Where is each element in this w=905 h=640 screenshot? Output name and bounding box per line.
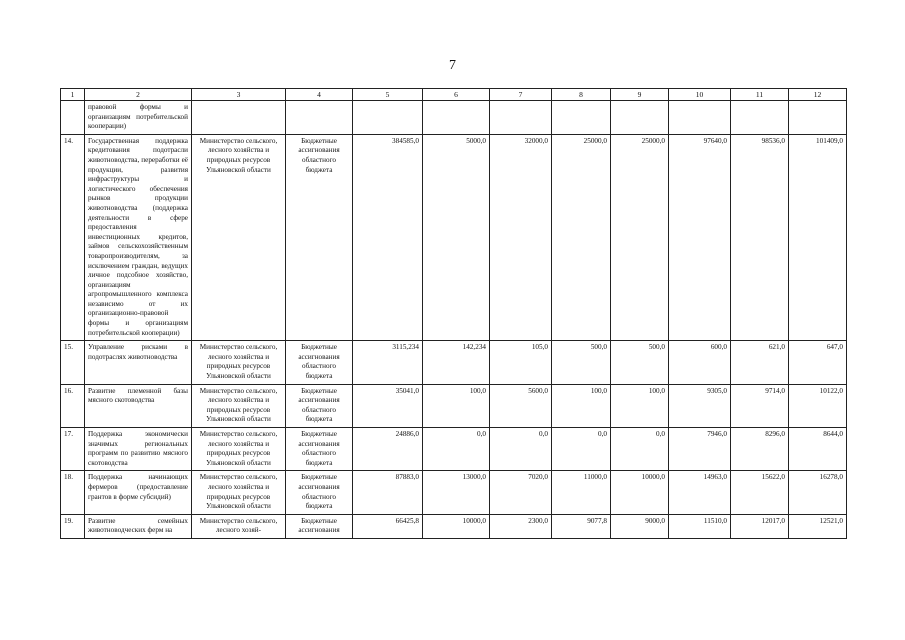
column-number: 1 (61, 89, 85, 101)
table-row (61, 384, 847, 427)
column-number: 12 (789, 89, 847, 101)
funding-source: Бюджетные ассигнования областного бюджета (286, 384, 353, 427)
value-cell: 10000,0 (611, 471, 669, 514)
value-cell: 100,0 (552, 384, 611, 427)
value-cell: 13000,0 (423, 471, 490, 514)
value-total: 87883,0 (353, 471, 423, 514)
value-total: 384585,0 (353, 134, 423, 340)
value-cell: 9305,0 (669, 384, 731, 427)
row-index: 17. (61, 428, 85, 471)
column-number: 2 (85, 89, 192, 101)
column-number: 5 (353, 89, 423, 101)
value-cell: 9000,0 (611, 514, 669, 538)
value-cell: 105,0 (490, 341, 552, 384)
value-cell: 97640,0 (669, 134, 731, 340)
funding-source: Бюджетные ассигнования областного бюджета (286, 341, 353, 384)
measure-name: Развитие племенной базы мясного скотоводства (85, 384, 192, 427)
funding-source: Бюджетные ассигнования областного бюджета (286, 428, 353, 471)
value-cell: 500,0 (552, 341, 611, 384)
table-row (61, 101, 847, 135)
column-number: 9 (611, 89, 669, 101)
column-number: 3 (192, 89, 286, 101)
value-cell: 0,0 (611, 428, 669, 471)
value-cell: 2300,0 (490, 514, 552, 538)
value-cell: 500,0 (611, 341, 669, 384)
value-cell: 5000,0 (423, 134, 490, 340)
value-cell: 7946,0 (669, 428, 731, 471)
responsible-ministry: Министерство сельского, лесного хозяйства и природных ресурсов Ульяновской области (192, 471, 286, 514)
program-table (60, 88, 847, 539)
value-cell (423, 101, 490, 135)
value-cell: 0,0 (490, 428, 552, 471)
value-cell: 101409,0 (789, 134, 847, 340)
value-total: 24886,0 (353, 428, 423, 471)
row-index: 16. (61, 384, 85, 427)
column-number: 7 (490, 89, 552, 101)
row-index: 18. (61, 471, 85, 514)
funding-source (286, 101, 353, 135)
funding-source: Бюджетные ассигнования областного бюджета (286, 134, 353, 340)
measure-name: Управление рисками в подотраслях животноводства (85, 341, 192, 384)
value-cell: 12017,0 (731, 514, 789, 538)
row-index: 14. (61, 134, 85, 340)
value-cell: 647,0 (789, 341, 847, 384)
value-cell (669, 101, 731, 135)
row-index: 15. (61, 341, 85, 384)
table-row (61, 471, 847, 514)
value-cell: 16278,0 (789, 471, 847, 514)
responsible-ministry: Министерство сельского, лесного хозяйства и природных ресурсов Ульяновской области (192, 134, 286, 340)
value-total: 35041,0 (353, 384, 423, 427)
value-cell: 5600,0 (490, 384, 552, 427)
measure-name: правовой формы и организациям потребительской кооперации) (85, 101, 192, 135)
measure-name: Поддержка экономически значимых региональных программ по развитию мясного скотоводства (85, 428, 192, 471)
value-cell: 8644,0 (789, 428, 847, 471)
responsible-ministry: Министерство сельского, лесного хозяйства и природных ресурсов Ульяновской области (192, 341, 286, 384)
table-row (61, 134, 847, 340)
column-number: 10 (669, 89, 731, 101)
value-cell: 10122,0 (789, 384, 847, 427)
value-cell (611, 101, 669, 135)
value-cell: 142,234 (423, 341, 490, 384)
value-cell: 25000,0 (552, 134, 611, 340)
column-number: 8 (552, 89, 611, 101)
value-total: 3115,234 (353, 341, 423, 384)
value-cell: 11000,0 (552, 471, 611, 514)
column-number: 4 (286, 89, 353, 101)
value-cell: 10000,0 (423, 514, 490, 538)
value-cell: 14963,0 (669, 471, 731, 514)
value-cell: 8296,0 (731, 428, 789, 471)
value-cell: 15622,0 (731, 471, 789, 514)
value-cell: 621,0 (731, 341, 789, 384)
table-row (61, 514, 847, 538)
page-number: 7 (449, 58, 456, 73)
responsible-ministry: Министерство сельского, лесного хозяйства и природных ресурсов Ульяновской области (192, 384, 286, 427)
column-number: 11 (731, 89, 789, 101)
value-cell: 32000,0 (490, 134, 552, 340)
responsible-ministry (192, 101, 286, 135)
value-cell: 12521,0 (789, 514, 847, 538)
value-cell: 9077,8 (552, 514, 611, 538)
funding-source: Бюджетные ассигнования областного бюджета (286, 471, 353, 514)
value-total: 66425,8 (353, 514, 423, 538)
value-cell: 0,0 (423, 428, 490, 471)
table-row (61, 341, 847, 384)
funding-source: Бюджетные ассигнования (286, 514, 353, 538)
measure-name: Государственная поддержка кредитования подотрасли животноводства, переработки её продукции, развития инфраструктуры и логистического обеспечения рынков продукции животноводства (поддержка деятельности в сфере предоставления инвестиционных кредитов, займов сельскохозяйственным товаропроизводителям, за исключением граждан, ведущих личное подсобное хозяйство, организациям агропромышленного комплекса независимо от их организационно-правовой формы и организациям потребительской кооперации) (85, 134, 192, 340)
value-cell: 0,0 (552, 428, 611, 471)
value-cell: 7020,0 (490, 471, 552, 514)
value-cell (789, 101, 847, 135)
table-row (61, 428, 847, 471)
responsible-ministry: Министерство сельского, лесного хозяй- (192, 514, 286, 538)
row-index: 19. (61, 514, 85, 538)
column-number: 6 (423, 89, 490, 101)
value-cell (552, 101, 611, 135)
value-cell: 9714,0 (731, 384, 789, 427)
value-cell: 98536,0 (731, 134, 789, 340)
value-cell: 25000,0 (611, 134, 669, 340)
value-cell: 600,0 (669, 341, 731, 384)
column-number-row (61, 89, 847, 101)
value-cell: 100,0 (611, 384, 669, 427)
value-total (353, 101, 423, 135)
measure-name: Развитие семейных животноводческих ферм на (85, 514, 192, 538)
value-cell (731, 101, 789, 135)
value-cell: 100,0 (423, 384, 490, 427)
measure-name: Поддержка начинающих фермеров (предоставление грантов в форме субсидий) (85, 471, 192, 514)
value-cell: 11510,0 (669, 514, 731, 538)
row-index (61, 101, 85, 135)
value-cell (490, 101, 552, 135)
responsible-ministry: Министерство сельского, лесного хозяйства и природных ресурсов Ульяновской области (192, 428, 286, 471)
